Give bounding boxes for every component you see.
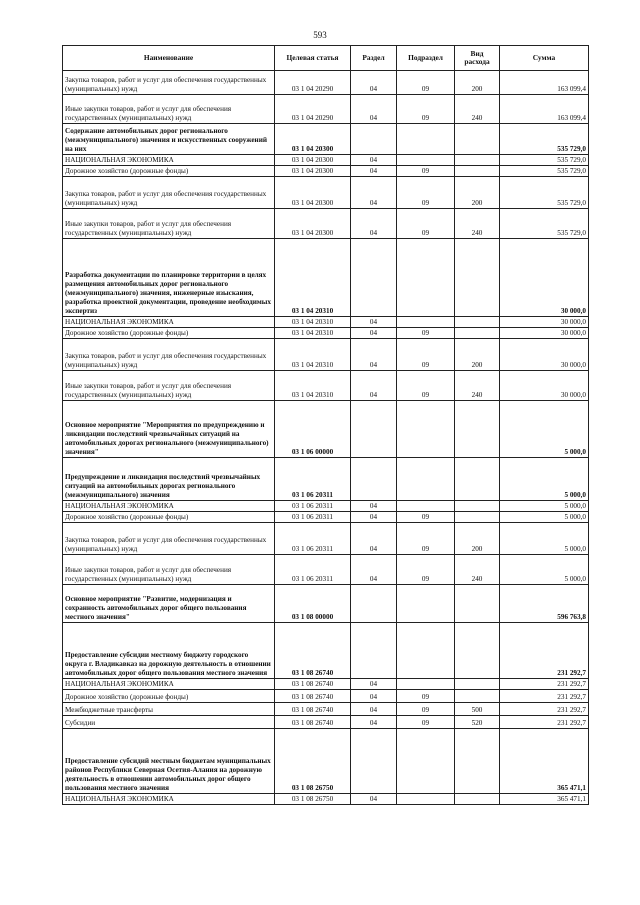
row-name: Закупка товаров, работ и услуг для обеспечения государственных (муниципальных) нужд	[63, 71, 275, 95]
row-section: 04	[351, 501, 397, 512]
table-row	[63, 690, 589, 703]
row-code: 03 1 08 00000	[275, 585, 351, 623]
row-subsection: 09	[397, 209, 455, 239]
row-sum: 30 000,0	[500, 339, 589, 371]
row-sum: 535 729,0	[500, 124, 589, 155]
row-subsection	[397, 401, 455, 458]
header-section: Раздел	[351, 46, 397, 71]
row-section: 04	[351, 71, 397, 95]
row-section	[351, 729, 397, 794]
row-sum: 231 292,7	[500, 703, 589, 716]
header-code: Целевая статья	[275, 46, 351, 71]
row-subsection	[397, 679, 455, 690]
table-row	[63, 209, 589, 239]
row-expense-type	[455, 124, 500, 155]
row-name: Межбюджетные трансферты	[63, 703, 275, 716]
table-row	[63, 166, 589, 177]
row-sum: 5 000,0	[500, 458, 589, 501]
row-section: 04	[351, 690, 397, 703]
row-name: Закупка товаров, работ и услуг для обеспечения государственных (муниципальных) нужд	[63, 523, 275, 555]
table-row	[63, 555, 589, 585]
row-name: Основное мероприятие "Мероприятия по предупреждению и ликвидации последствий чрезвычайных ситуаций на автомобильных дорогах регионального (межмуниципального) значения"	[63, 401, 275, 458]
table-row	[63, 177, 589, 209]
row-expense-type: 520	[455, 716, 500, 729]
row-subsection: 09	[397, 177, 455, 209]
table-row	[63, 317, 589, 328]
row-subsection: 09	[397, 523, 455, 555]
row-section	[351, 623, 397, 679]
row-name: НАЦИОНАЛЬНАЯ ЭКОНОМИКА	[63, 794, 275, 805]
header-expense-type: Вид расхода	[455, 46, 500, 71]
row-subsection: 09	[397, 512, 455, 523]
row-subsection	[397, 239, 455, 317]
row-expense-type	[455, 585, 500, 623]
table-row	[63, 523, 589, 555]
row-name: НАЦИОНАЛЬНАЯ ЭКОНОМИКА	[63, 679, 275, 690]
row-expense-type	[455, 512, 500, 523]
row-subsection: 09	[397, 703, 455, 716]
row-sum: 30 000,0	[500, 328, 589, 339]
row-sum: 5 000,0	[500, 512, 589, 523]
header-sum: Сумма	[500, 46, 589, 71]
row-expense-type	[455, 729, 500, 794]
row-name: Предоставление субсидии местному бюджету городского округа г. Владикавказ на дорожную деятельность в отношении автомобильных дорог общего пользования местного значения	[63, 623, 275, 679]
row-subsection	[397, 729, 455, 794]
row-subsection: 09	[397, 95, 455, 124]
row-code: 03 1 06 20311	[275, 458, 351, 501]
table-row	[63, 371, 589, 401]
row-section: 04	[351, 328, 397, 339]
row-section: 04	[351, 317, 397, 328]
row-name: Дорожное хозяйство (дорожные фонды)	[63, 166, 275, 177]
row-sum: 365 471,1	[500, 729, 589, 794]
row-section: 04	[351, 512, 397, 523]
row-expense-type	[455, 501, 500, 512]
table-row	[63, 328, 589, 339]
row-section	[351, 124, 397, 155]
table-row	[63, 585, 589, 623]
row-name: Дорожное хозяйство (дорожные фонды)	[63, 328, 275, 339]
row-sum: 30 000,0	[500, 371, 589, 401]
row-subsection	[397, 458, 455, 501]
row-subsection: 09	[397, 339, 455, 371]
row-sum: 163 099,4	[500, 71, 589, 95]
row-expense-type: 240	[455, 371, 500, 401]
row-expense-type	[455, 458, 500, 501]
row-subsection	[397, 155, 455, 166]
row-expense-type: 200	[455, 523, 500, 555]
row-code: 03 1 06 20311	[275, 512, 351, 523]
row-sum: 535 729,0	[500, 209, 589, 239]
row-sum: 535 729,0	[500, 177, 589, 209]
row-section: 04	[351, 371, 397, 401]
row-subsection	[397, 585, 455, 623]
row-code: 03 1 04 20300	[275, 209, 351, 239]
row-code: 03 1 04 20310	[275, 339, 351, 371]
row-expense-type: 240	[455, 555, 500, 585]
row-subsection: 09	[397, 328, 455, 339]
row-expense-type	[455, 317, 500, 328]
table-row	[63, 95, 589, 124]
table-row	[63, 124, 589, 155]
row-code: 03 1 08 26750	[275, 794, 351, 805]
row-code: 03 1 06 20311	[275, 523, 351, 555]
table-row	[63, 716, 589, 729]
row-code: 03 1 04 20300	[275, 155, 351, 166]
row-section: 04	[351, 155, 397, 166]
row-sum: 365 471,1	[500, 794, 589, 805]
row-expense-type	[455, 623, 500, 679]
row-subsection: 09	[397, 71, 455, 95]
row-subsection: 09	[397, 555, 455, 585]
row-expense-type	[455, 679, 500, 690]
row-subsection: 09	[397, 690, 455, 703]
header-name: Наименование	[63, 46, 275, 71]
row-section: 04	[351, 523, 397, 555]
row-expense-type: 500	[455, 703, 500, 716]
row-expense-type: 200	[455, 339, 500, 371]
row-section: 04	[351, 95, 397, 124]
row-subsection: 09	[397, 166, 455, 177]
row-sum: 5 000,0	[500, 523, 589, 555]
row-section: 04	[351, 209, 397, 239]
row-section: 04	[351, 339, 397, 371]
table-row	[63, 71, 589, 95]
row-name: Дорожное хозяйство (дорожные фонды)	[63, 690, 275, 703]
table-header-row	[63, 46, 589, 71]
row-code: 03 1 04 20310	[275, 371, 351, 401]
header-subsection: Подраздел	[397, 46, 455, 71]
row-name: Предупреждение и ликвидация последствий чрезвычайных ситуаций на автомобильных дорогах регионального (межмуниципального) значения	[63, 458, 275, 501]
row-section: 04	[351, 555, 397, 585]
row-name: НАЦИОНАЛЬНАЯ ЭКОНОМИКА	[63, 501, 275, 512]
row-expense-type	[455, 155, 500, 166]
table-row	[63, 679, 589, 690]
budget-table	[62, 45, 589, 805]
row-sum: 5 000,0	[500, 501, 589, 512]
row-code: 03 1 04 20290	[275, 95, 351, 124]
row-code: 03 1 08 26740	[275, 716, 351, 729]
row-code: 03 1 08 26740	[275, 679, 351, 690]
row-subsection	[397, 794, 455, 805]
row-code: 03 1 04 20310	[275, 328, 351, 339]
row-sum: 30 000,0	[500, 239, 589, 317]
row-section: 04	[351, 679, 397, 690]
row-name: Иные закупки товаров, работ и услуг для обеспечения государственных (муниципальных) нужд	[63, 371, 275, 401]
row-section: 04	[351, 703, 397, 716]
row-expense-type: 240	[455, 209, 500, 239]
row-code: 03 1 04 20290	[275, 71, 351, 95]
row-sum: 5 000,0	[500, 401, 589, 458]
row-sum: 231 292,7	[500, 716, 589, 729]
row-code: 03 1 06 20311	[275, 555, 351, 585]
row-name: Дорожное хозяйство (дорожные фонды)	[63, 512, 275, 523]
row-name: НАЦИОНАЛЬНАЯ ЭКОНОМИКА	[63, 317, 275, 328]
row-code: 03 1 08 26740	[275, 703, 351, 716]
row-sum: 30 000,0	[500, 317, 589, 328]
row-expense-type	[455, 794, 500, 805]
row-expense-type: 240	[455, 95, 500, 124]
row-expense-type	[455, 239, 500, 317]
row-expense-type: 200	[455, 71, 500, 95]
row-subsection: 09	[397, 371, 455, 401]
table-row	[63, 729, 589, 794]
row-subsection	[397, 501, 455, 512]
row-subsection	[397, 124, 455, 155]
row-section	[351, 585, 397, 623]
row-code: 03 1 08 26740	[275, 690, 351, 703]
row-code: 03 1 04 20300	[275, 177, 351, 209]
row-name: Разработка документации по планировке территории в целях размещения автомобильных дорог регионального (межмуниципального) значения, инженерные изыскания, разработка проектной документации, проведение необходимых экспертиз	[63, 239, 275, 317]
table-row	[63, 401, 589, 458]
row-name: Закупка товаров, работ и услуг для обеспечения государственных (муниципальных) нужд	[63, 339, 275, 371]
page-number: 593	[313, 30, 327, 40]
row-section	[351, 239, 397, 317]
row-code: 03 1 08 26750	[275, 729, 351, 794]
table-row	[63, 155, 589, 166]
row-name: Закупка товаров, работ и услуг для обеспечения государственных (муниципальных) нужд	[63, 177, 275, 209]
row-subsection: 09	[397, 716, 455, 729]
row-code: 03 1 04 20300	[275, 166, 351, 177]
row-code: 03 1 08 26740	[275, 623, 351, 679]
table-row	[63, 501, 589, 512]
row-name: Субсидии	[63, 716, 275, 729]
row-code: 03 1 04 20300	[275, 124, 351, 155]
row-sum: 231 292,7	[500, 679, 589, 690]
row-name: Содержание автомобильных дорог регионального (межмуниципального) значения и искусственных сооружений на них	[63, 124, 275, 155]
table-row	[63, 703, 589, 716]
row-name: Основное мероприятие "Развитие, модернизация и сохранность автомобильных дорог общего пользования местного значения"	[63, 585, 275, 623]
row-section	[351, 458, 397, 501]
row-section: 04	[351, 716, 397, 729]
row-name: НАЦИОНАЛЬНАЯ ЭКОНОМИКА	[63, 155, 275, 166]
row-sum: 535 729,0	[500, 166, 589, 177]
table-row	[63, 794, 589, 805]
row-code: 03 1 06 00000	[275, 401, 351, 458]
row-code: 03 1 04 20310	[275, 239, 351, 317]
row-sum: 5 000,0	[500, 555, 589, 585]
row-section: 04	[351, 177, 397, 209]
row-sum: 231 292,7	[500, 623, 589, 679]
row-subsection	[397, 623, 455, 679]
row-name: Иные закупки товаров, работ и услуг для обеспечения государственных (муниципальных) нужд	[63, 209, 275, 239]
row-section: 04	[351, 166, 397, 177]
table-row	[63, 623, 589, 679]
row-name: Предоставление субсидий местным бюджетам муниципальных районов Республики Северная Осетия-Алания на дорожную деятельность в отношении автомобильных дорог общего пользования местного значения	[63, 729, 275, 794]
row-sum: 535 729,0	[500, 155, 589, 166]
row-subsection	[397, 317, 455, 328]
row-name: Иные закупки товаров, работ и услуг для обеспечения государственных (муниципальных) нужд	[63, 95, 275, 124]
row-section	[351, 401, 397, 458]
row-expense-type	[455, 328, 500, 339]
table-row	[63, 339, 589, 371]
row-code: 03 1 04 20310	[275, 317, 351, 328]
table-row	[63, 239, 589, 317]
row-sum: 231 292,7	[500, 690, 589, 703]
row-name: Иные закупки товаров, работ и услуг для обеспечения государственных (муниципальных) нужд	[63, 555, 275, 585]
row-expense-type	[455, 690, 500, 703]
row-expense-type	[455, 166, 500, 177]
row-sum: 163 099,4	[500, 95, 589, 124]
table-row	[63, 458, 589, 501]
row-expense-type	[455, 401, 500, 458]
table-row	[63, 512, 589, 523]
row-sum: 596 763,8	[500, 585, 589, 623]
row-expense-type: 200	[455, 177, 500, 209]
row-section: 04	[351, 794, 397, 805]
row-code: 03 1 06 20311	[275, 501, 351, 512]
